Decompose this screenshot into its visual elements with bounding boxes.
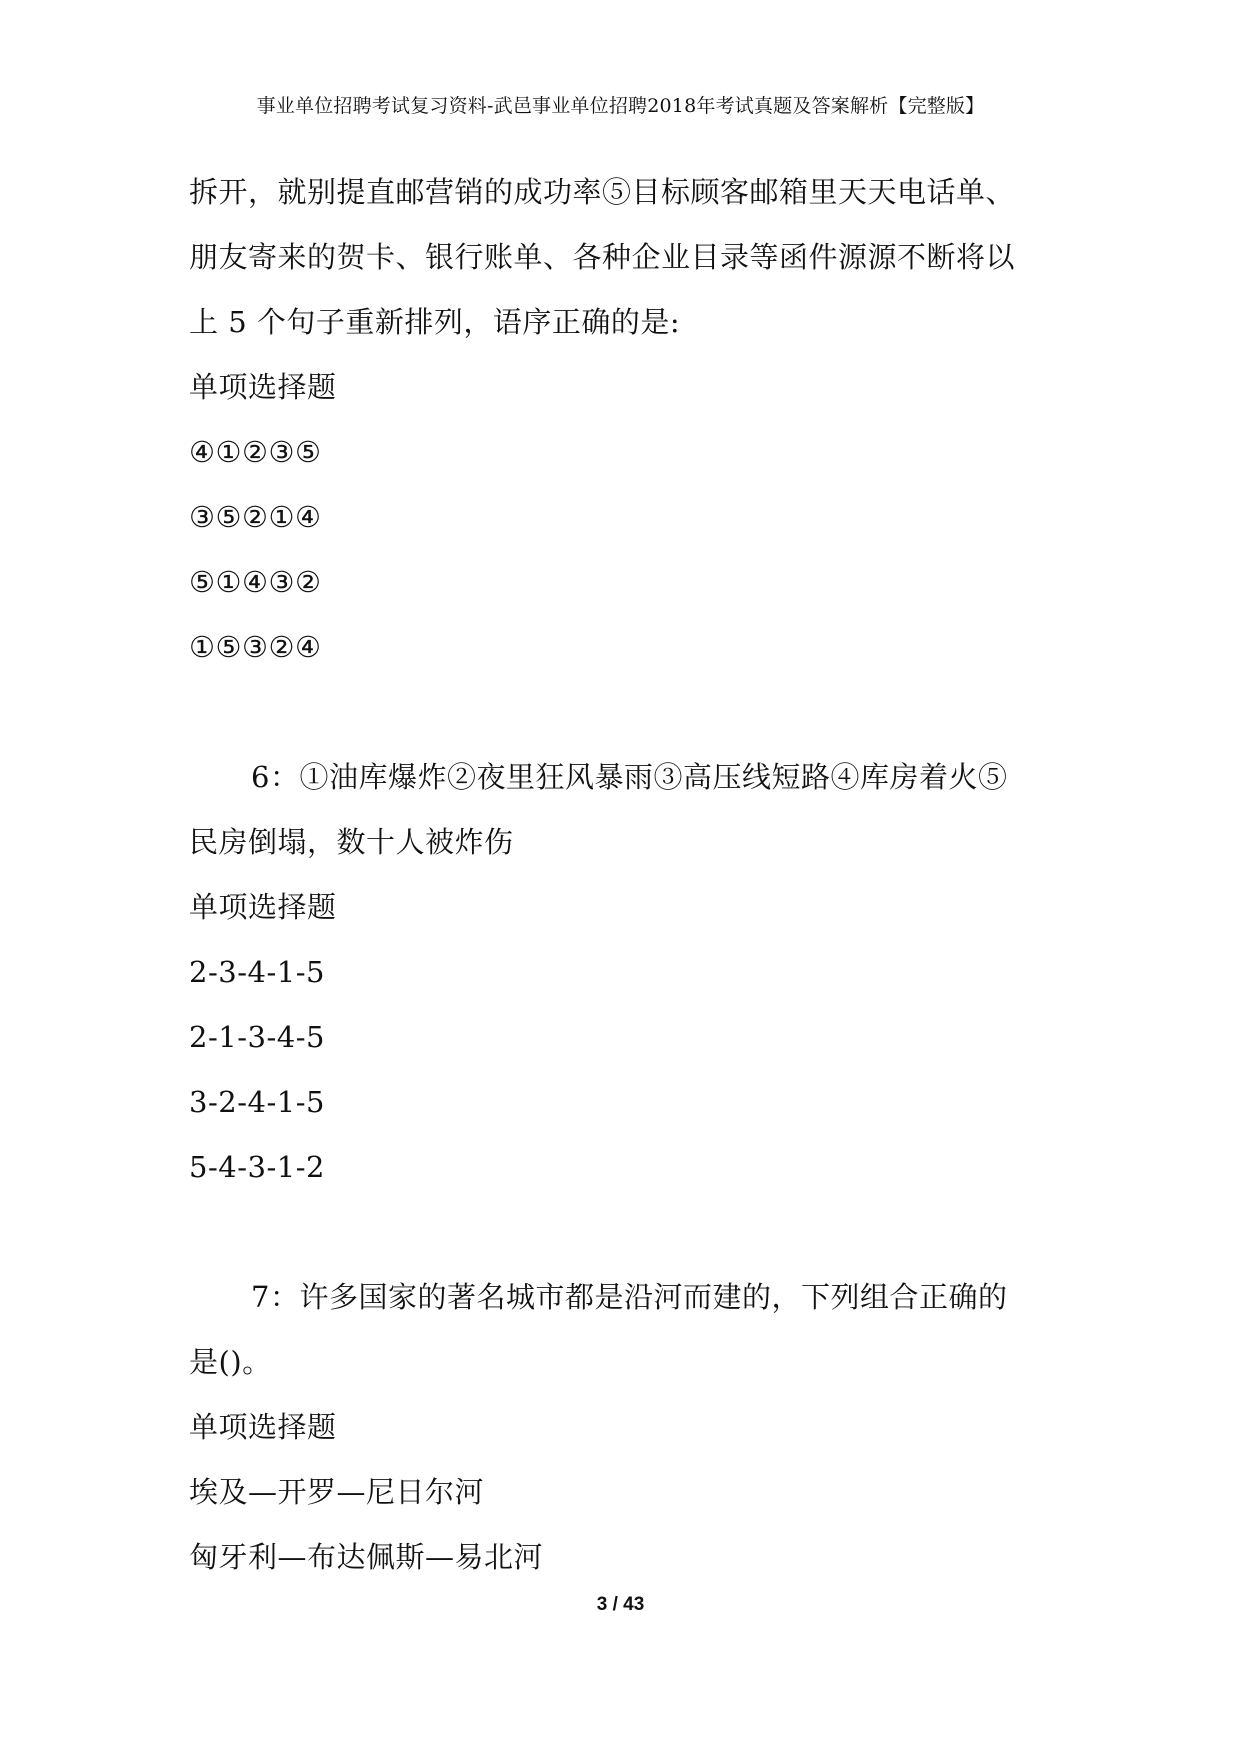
page-number: 3 / 43 <box>596 1594 645 1615</box>
question-5-text-line: 上 5 个句子重新排列，语序正确的是: <box>189 305 681 339</box>
question-5-option: ①⑤③②④ <box>189 630 322 664</box>
question-7-option: 匈牙利—布达佩斯—易北河 <box>189 1540 544 1574</box>
question-5-option: ④①②③⑤ <box>189 435 322 469</box>
question-5-text-line: 拆开，就别提直邮营销的成功率⑤目标顾客邮箱里天天电话单、 <box>189 175 1016 209</box>
question-7-text-line: 是()。 <box>189 1345 272 1379</box>
question-7-option: 埃及—开罗—尼日尔河 <box>189 1475 485 1509</box>
question-6-option: 5-4-3-1-2 <box>189 1150 325 1184</box>
spacer <box>189 1200 1069 1265</box>
question-5-option: ③⑤②①④ <box>189 500 322 534</box>
question-6-type-label: 单项选择题 <box>189 890 337 924</box>
question-5-option: ⑤①④③② <box>189 565 322 599</box>
question-7-text-line: 7：许多国家的著名城市都是沿河而建的，下列组合正确的 <box>251 1280 1008 1314</box>
question-5-text-line: 朋友寄来的贺卡、银行账单、各种企业目录等函件源源不断将以 <box>189 240 1016 274</box>
question-6-option: 3-2-4-1-5 <box>189 1085 325 1119</box>
question-5-type-label: 单项选择题 <box>189 370 337 404</box>
page-header: 事业单位招聘考试复习资料-武邑事业单位招聘2018年考试真题及答案解析【完整版】 <box>256 95 985 117</box>
spacer <box>189 680 1069 745</box>
question-6-option: 2-1-3-4-5 <box>189 1020 325 1054</box>
question-6-option: 2-3-4-1-5 <box>189 955 325 989</box>
question-6-text-line: 6：①油库爆炸②夜里狂风暴雨③高压线短路④库房着火⑤ <box>251 760 1008 794</box>
document-body <box>189 160 1069 1590</box>
question-6-text-line: 民房倒塌，数十人被炸伤 <box>189 825 514 859</box>
question-7-type-label: 单项选择题 <box>189 1410 337 1444</box>
